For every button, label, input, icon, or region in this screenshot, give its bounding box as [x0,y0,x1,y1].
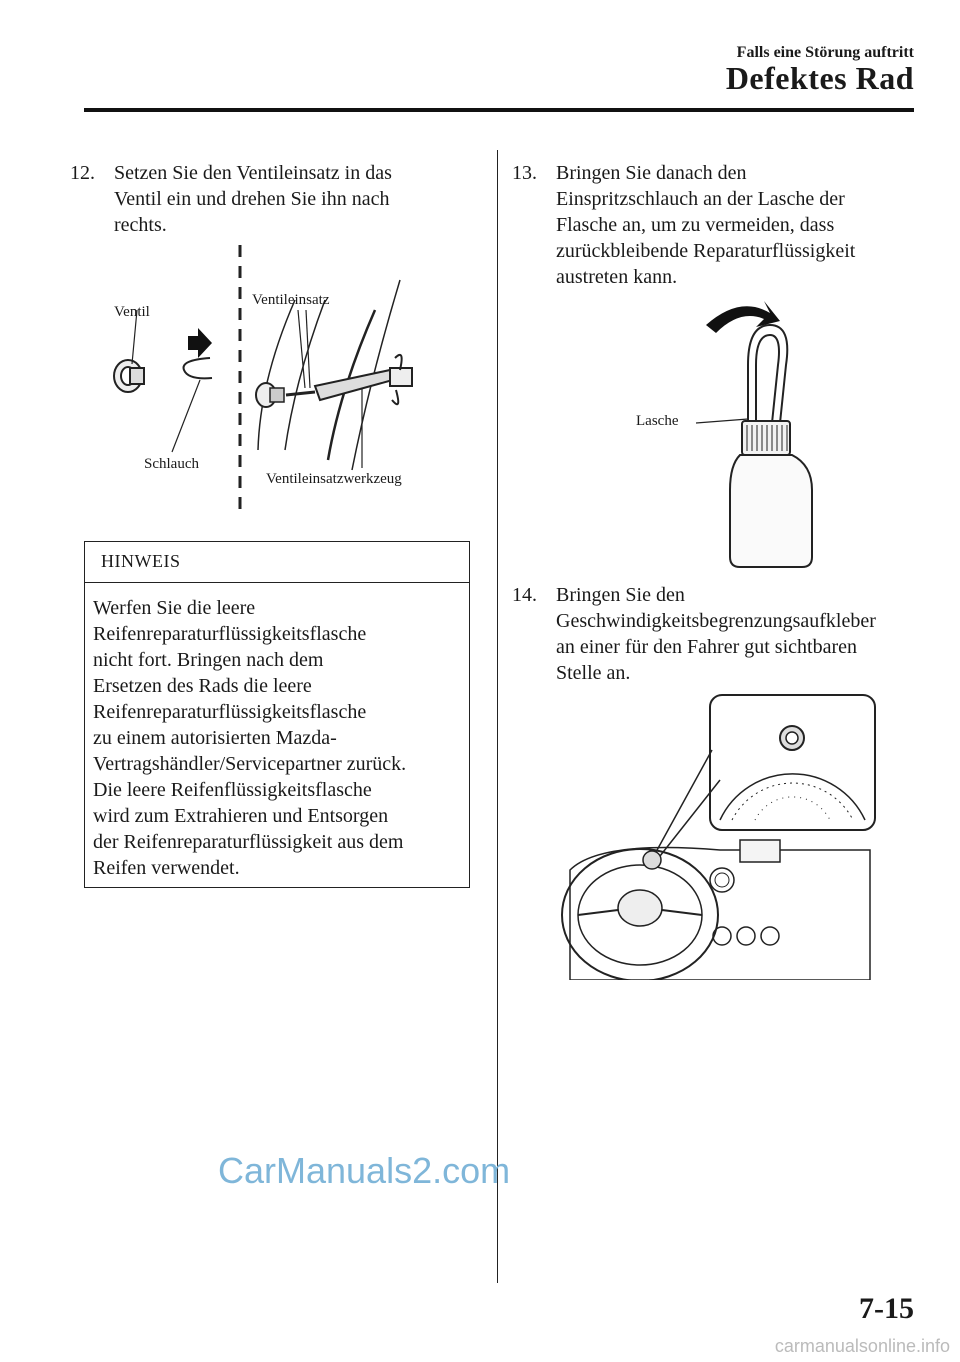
note-line: Ersetzen des Rads die leere [93,675,312,697]
step-text-line: Bringen Sie danach den [556,162,747,184]
speed-sticker-figure [560,690,890,980]
valve-part-icon [114,360,144,392]
step-text-line: austreten kann. [556,266,678,288]
watermark: CarManuals2.com [218,1150,511,1191]
bottle-illustration [630,295,830,575]
site-footer: carmanualsonline.info [774,1336,950,1356]
label-lasche: Lasche [636,413,679,429]
note-line: Reifenreparaturflüssigkeitsflasche [93,701,367,723]
step-text-line: Geschwindigkeitsbegrenzungsaufkleber [556,610,876,632]
step-text-line: Einspritzschlauch an der Lasche der [556,188,845,210]
note-line: der Reifenreparaturflüssigkeit aus dem [93,831,404,853]
step-number: 12. [70,162,95,184]
step-text-line: Stelle an. [556,662,631,684]
header-rule [84,108,914,112]
note-line: Vertragshändler/Servicepartner zurück. [93,753,407,775]
label-ventil: Ventil [114,304,150,320]
step-12 [70,160,460,238]
step-text-line: rechts. [114,214,167,236]
step-text-line: Bringen Sie den [556,584,685,606]
note-line: wird zum Extrahieren und Entsorgen [93,805,389,827]
note-line: zu einem autorisierten Mazda- [93,727,337,749]
dashboard-illustration [560,690,890,980]
note-line: Reifen verwendet. [93,857,240,879]
note-line: Reifenreparaturflüssigkeitsflasche [93,623,367,645]
step-number: 14. [512,584,537,606]
label-ventileinsatz: Ventileinsatz [252,292,330,308]
step-13 [512,160,932,290]
page-title: Defektes Rad [725,60,914,96]
column-divider [497,150,498,1283]
label-schlauch: Schlauch [144,456,199,472]
step-number: 13. [512,162,537,184]
bottle-figure [630,295,830,575]
step-text-line: zurückbleibende Reparaturflüssigkeit [556,240,856,262]
step-text-line: Ventil ein und drehen Sie ihn nach [114,188,390,210]
header-section-title: Falls eine Störung auftritt [736,44,914,61]
note-text [85,583,469,881]
step-text-line: an einer für den Fahrer gut sichtbaren [556,636,857,658]
step-text-line: Flasche an, um zu vermeiden, dass [556,214,835,236]
page-number: 7-15 [859,1292,914,1325]
step-text-line: Setzen Sie den Ventileinsatz in das [114,162,392,184]
step-14 [512,582,932,686]
valve-core-figure [100,240,460,520]
note-line: Werfen Sie die leere [93,597,256,619]
note-line: nicht fort. Bringen nach dem [93,649,324,671]
note-heading: HINWEIS [85,542,469,583]
label-ventileinsatzwerkzeug: Ventileinsatzwerkzeug [266,471,402,487]
note-box [84,541,470,888]
note-line: Die leere Reifenflüssigkeitsflasche [93,779,372,801]
